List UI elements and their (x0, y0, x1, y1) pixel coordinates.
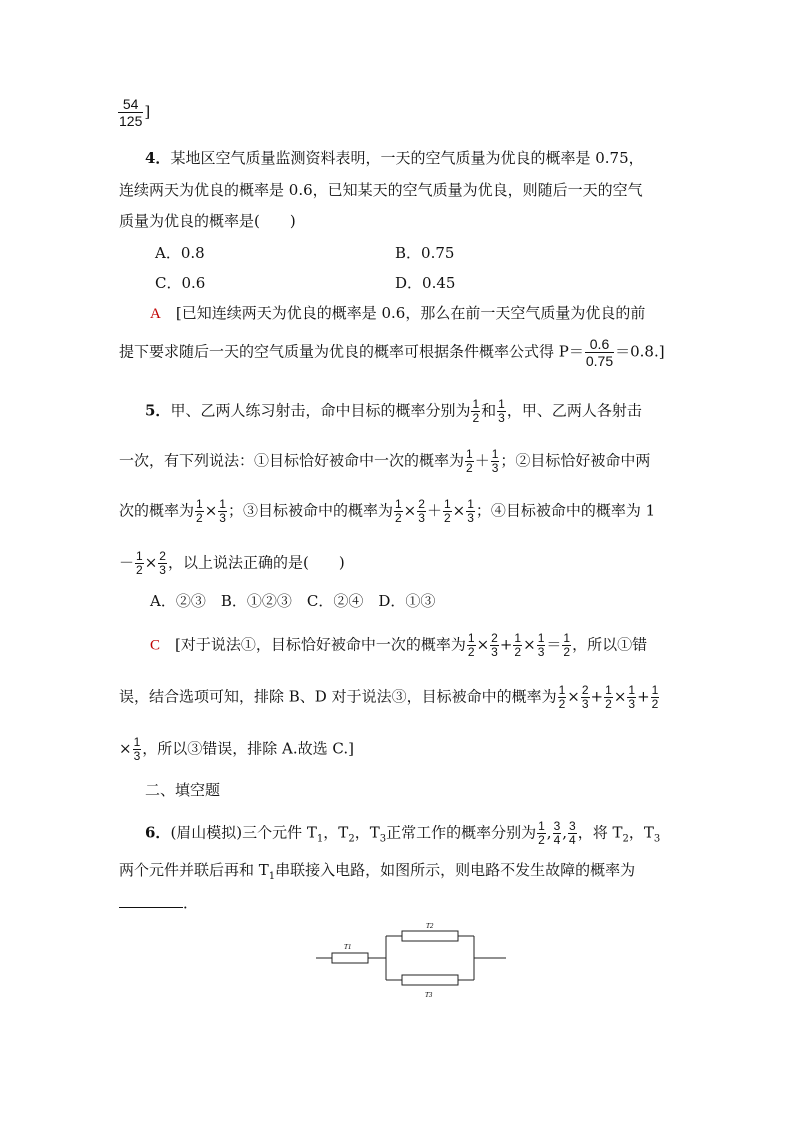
fraction: $\frac{1}{2}$ (136, 549, 143, 577)
fraction: $\frac{2}{3}$ (581, 683, 589, 711)
q4-line2: 连续两天为优良的概率是 0.6，已知某天的空气质量为优良，则随后一天的空气 (119, 181, 643, 199)
answer-blank[interactable] (119, 893, 183, 908)
label-t3: T3 (425, 991, 433, 999)
fraction: $\frac{1}{3}$ (537, 631, 545, 659)
fraction: $\frac{3}{4}$ (569, 819, 576, 847)
q5-solution-line1: C [对于说法①，目标恰好被命中一次的概率为 $\frac{1}{2}$ × $\frac{2}{3}$ + $\frac{1}{2}$ × $\frac{1}{3}$ ＝ $\frac{1}{2}$ ，所以①错 (150, 631, 648, 659)
fraction: $\frac{1}{2}$ (563, 631, 571, 659)
q5-line4: － $\frac{1}{2}$ × $\frac{2}{3}$ ，以上说法正确的是( ) (119, 549, 345, 577)
q5-options: A．②③ B．①②③ C．②④ D．①③ (150, 592, 436, 610)
q4-line1: 4．某地区空气质量监测资料表明，一天的空气质量为优良的概率是 0.75， (145, 149, 644, 167)
circuit-diagram (310, 918, 510, 1006)
q5-line3: 次的概率为 $\frac{1}{2}$ × $\frac{1}{3}$ ；③目标被命中的概率为 $\frac{1}{2}$ × $\frac{2}{3}$ ＋ $\frac{1}{2}$ × $\frac{1}{3}$ ；④目标被命中的概率为 1 (119, 497, 656, 525)
q5-line2: 一次，有下列说法：①目标恰好被命中一次的概率为 $\frac{1}{2}$ ＋ $\frac{1}{3}$ ；②目标恰好被命中两 (119, 447, 651, 475)
fraction: $\frac{1}{3}$ (219, 497, 226, 525)
fraction: $\frac{1}{2}$ (514, 631, 522, 659)
fraction: $\frac{3}{4}$ (553, 819, 561, 847)
q4-solution-line2: 提下要求随后一天的空气质量为优良的概率可根据条件概率公式得 P＝ $\frac{0.6}{0.75}$ ＝0.8.] (119, 336, 665, 369)
resistor-t1 (332, 953, 368, 963)
q5-solution-line3: × $\frac{1}{3}$ ，所以③错误，排除 A.故选 C.] (119, 735, 354, 763)
fraction: $\frac{1}{3}$ (498, 397, 505, 425)
q4-option-b: B．0.75 (395, 244, 455, 262)
label-t2: T2 (426, 922, 434, 930)
q6-line3: ． (119, 893, 198, 913)
q4-option-c: C．0.6 (155, 274, 206, 292)
q4-line3: 质量为优良的概率是( ) (119, 212, 296, 230)
fraction: $\frac{1}{2}$ (538, 819, 545, 847)
fraction: $\frac{1}{3}$ (491, 447, 499, 475)
q4-solution-line1: A [已知连续两天为优良的概率是 0.6，那么在前一天空气质量为优良的前 (150, 304, 646, 322)
fraction: $\frac{1}{2}$ (558, 683, 566, 711)
fraction: $\frac{2}{3}$ (491, 631, 498, 659)
fraction: $\frac{1}{2}$ (651, 683, 659, 711)
fraction: $\frac{0.6}{0.75}$ (585, 336, 614, 369)
fraction: $\frac{1}{3}$ (467, 497, 474, 525)
fraction: $\frac{1}{2}$ (443, 497, 451, 525)
q6-line1: 6．(眉山模拟)三个元件 $T_1$，$T_2$，$T_3$正常工作的概率分别为 $\frac{1}{2}$ , $\frac{3}{4}$ , $\frac{3}{4}$ ，将 $T_2$，$T_3$ (145, 819, 661, 847)
q4-answer: A (150, 306, 161, 322)
fraction: $\frac{1}{2}$ (467, 631, 475, 659)
section-heading: 二、填空题 (145, 781, 221, 799)
fraction: $\frac{1}{2}$ (196, 497, 203, 525)
q4-option-d: D．0.45 (395, 274, 456, 292)
q5-line1: 5．甲、乙两人练习射击，命中目标的概率分别为 $\frac{1}{2}$ 和 $\frac{1}{3}$ ，甲、乙两人各射击 (145, 397, 642, 425)
fraction: $\frac{1}{2}$ (394, 497, 402, 525)
fraction: $\frac{1}{2}$ (605, 683, 612, 711)
resistor-t2 (402, 931, 458, 941)
resistor-t3 (402, 975, 458, 985)
q4-option-a: A．0.8 (155, 244, 205, 262)
q5-solution-line2: 误，结合选项可知，排除 B、D 对于说法③，目标被命中的概率为 $\frac{1}{2}$ × $\frac{2}{3}$ + $\frac{1}{2}$ × $\frac{1}{3}$ + $\frac{1}{2}$ (119, 683, 659, 711)
fraction: $\frac{2}{3}$ (418, 497, 425, 525)
q6-line2: 两个元件并联后再和 $T_1$串联接入电路，如图所示，则电路不发生故障的概率为 (119, 861, 636, 882)
label-t1: T1 (344, 943, 352, 951)
fraction: $\frac{54}{125}$ (119, 96, 143, 129)
q5-answer: C (150, 637, 161, 654)
fraction: $\frac{2}{3}$ (159, 549, 166, 577)
fraction: $\frac{1}{2}$ (466, 447, 473, 475)
fraction: $\frac{1}{3}$ (628, 683, 636, 711)
fraction: $\frac{1}{3}$ (133, 735, 141, 763)
top-fraction-line: $\frac{54}{125}$ ] (119, 96, 151, 129)
fraction: $\frac{1}{2}$ (472, 397, 480, 425)
